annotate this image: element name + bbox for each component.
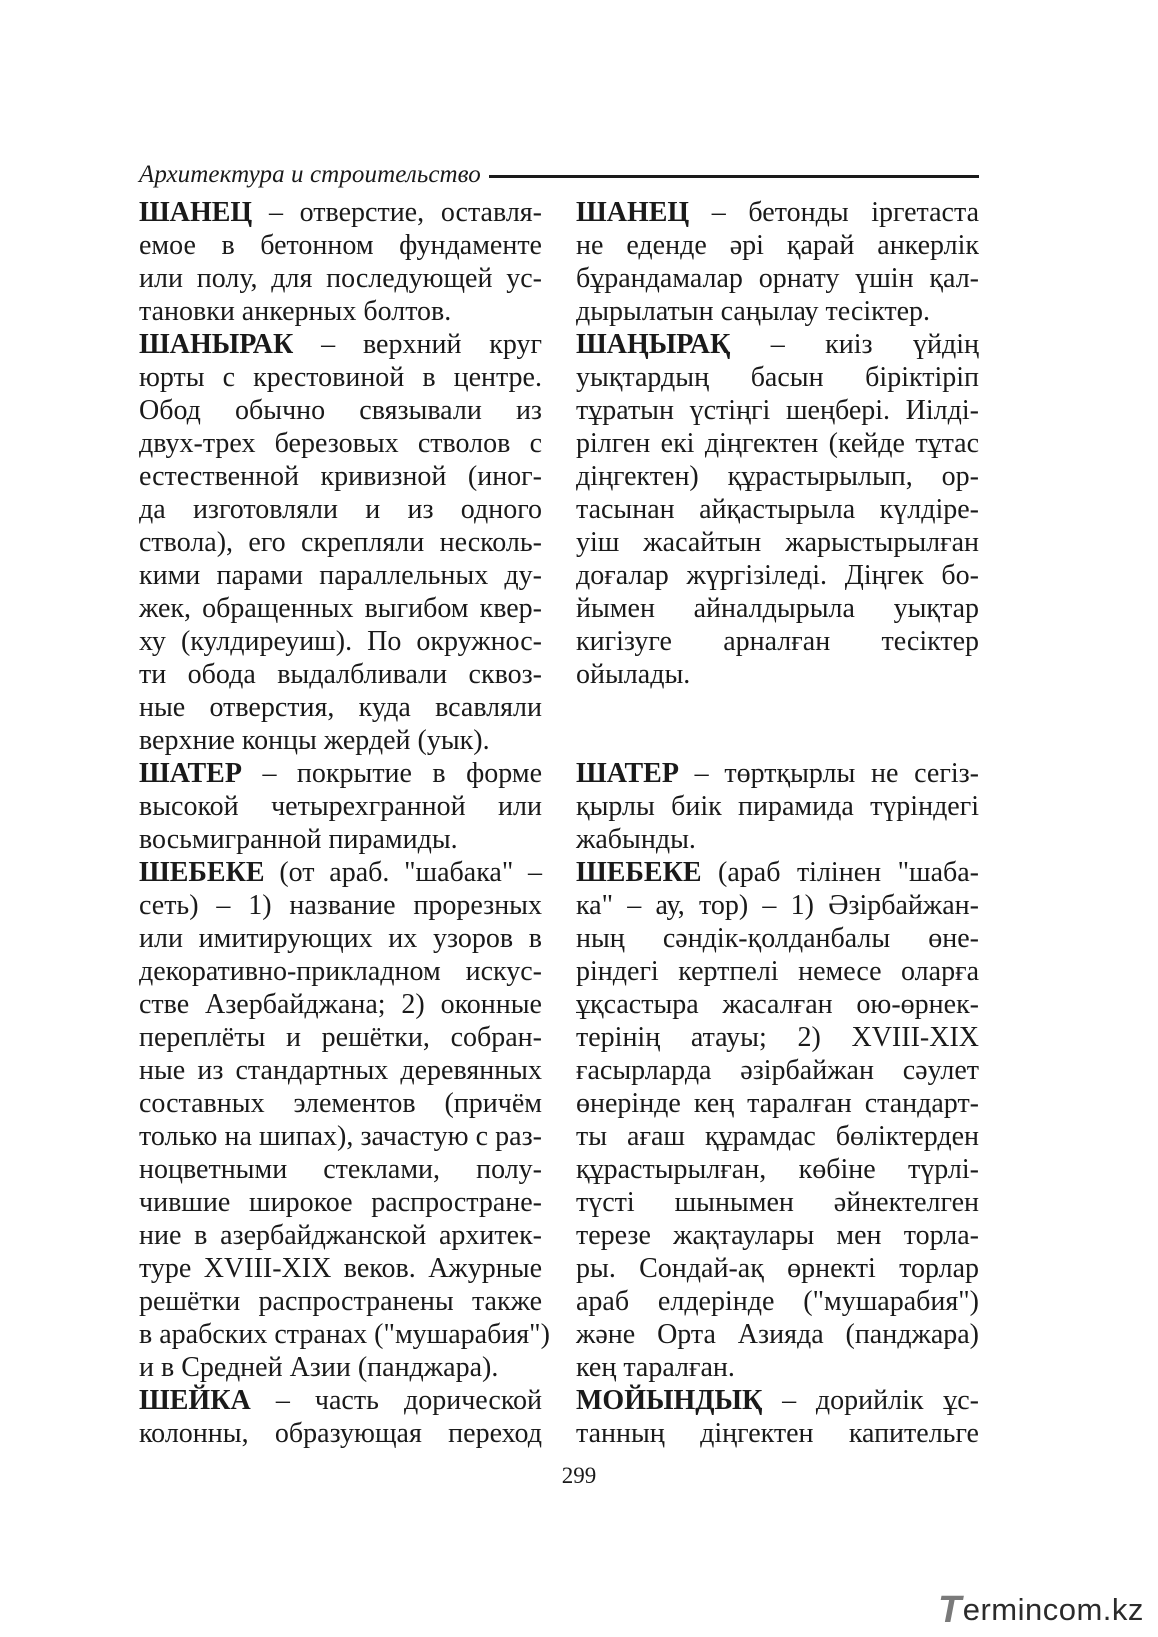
entry-text: верхние концы жердей (уык). [139, 725, 490, 756]
entry-line [139, 988, 542, 1021]
entry-line [576, 1252, 979, 1285]
entry-text: тановки анкерных болтов. [139, 296, 452, 327]
entry-text: терінің атауы; 2) XVIII-XIX [576, 1022, 979, 1053]
entry-first-line [139, 757, 542, 790]
entry-text: юрты с крестовиной в центре. [139, 362, 542, 393]
entry-text: йымен айналдырыла уықтар [576, 593, 979, 624]
entry-text: ка" – ау, тор) – 1) Әзірбайжан- [576, 890, 979, 921]
entry-first-line [139, 196, 542, 229]
entry-text: переплёты и решётки, собран- [139, 1022, 542, 1053]
entry-text: жек, обращенных выгибом квер- [139, 593, 542, 624]
entry-first-line [576, 328, 979, 361]
entry-line [139, 922, 542, 955]
entry-text: – покрытие в форме [241, 758, 542, 789]
entry-line [139, 361, 542, 394]
entry-line [576, 1153, 979, 1186]
entry-line [576, 262, 979, 295]
entry-text: ры. Сондай-ақ өрнекті торлар [576, 1253, 979, 1284]
entry-text: құрастырылған, көбіне түрлі- [576, 1154, 979, 1185]
entry-text: чившие широкое распростране- [139, 1187, 542, 1218]
entry-text: және Орта Азияда (панджара) [576, 1319, 979, 1350]
entry-line [576, 559, 979, 592]
entry-text: не еденде әрі қарай анкерлік [576, 230, 979, 261]
entry-line [139, 427, 542, 460]
entry-text: ты ағаш құрамдас бөліктерден [576, 1121, 979, 1152]
entry-text: рілген екі діңгектен (кейде тұтас [576, 428, 979, 459]
entry-text: кигізуге арналған тесіктер [576, 626, 979, 657]
entry-line [576, 790, 979, 823]
entry-text: – киіз үйдің [730, 329, 979, 360]
entry-text: діңгектен) құрастырылып, ор- [576, 461, 979, 492]
entry-text: сеть) – 1) название прорезных [139, 890, 542, 921]
entry-line [576, 1054, 979, 1087]
entry-text: ние в азербайджанской архитек- [139, 1220, 542, 1251]
entry-text: ойылады. [576, 659, 691, 690]
entry-line [139, 1417, 542, 1450]
entry-text: – бетонды іргетаста [689, 197, 979, 228]
entry-line [576, 394, 979, 427]
entry-text: ные отверстия, куда всавляли [139, 692, 542, 723]
entry-text: ріндегі кертпелі немесе оларға [576, 956, 979, 987]
entry-text: – төртқырлы не сегіз- [678, 758, 979, 789]
entry-first-line [576, 1384, 979, 1417]
entry-line [576, 955, 979, 988]
watermark-logo [938, 1589, 1144, 1631]
entry-line [139, 889, 542, 922]
entry-text: ұқсастыра жасалған ою-өрнек- [576, 989, 979, 1020]
entry-line [139, 1186, 542, 1219]
entry-term: ШАТЕР [576, 758, 679, 789]
entry-line [139, 1087, 542, 1120]
kazakh-column [576, 196, 979, 1450]
entry-line [576, 493, 979, 526]
entry-line [576, 1318, 979, 1351]
entry-line [576, 1351, 979, 1384]
entry-text: естественной кривизной (иног- [139, 461, 542, 492]
entry-text: только на шипах), зачастую с раз- [139, 1121, 542, 1152]
entry-text: ти обода выдалбливали сквоз- [139, 659, 542, 690]
entry-line [576, 823, 979, 856]
entry-text: да изготовляли и из одного [139, 494, 542, 525]
entry-line [139, 1351, 542, 1384]
entry-line [139, 724, 542, 757]
entry-text: колонны, образующая переход [139, 1418, 542, 1449]
entry-line [139, 823, 542, 856]
column-gap [576, 691, 979, 757]
entry-line [139, 559, 542, 592]
entry-term: ШАНЫРАК [139, 329, 294, 360]
section-title: Архитектура и строительство [139, 161, 481, 188]
entry-text: доғалар жүргізіледі. Діңгек бо- [576, 560, 979, 591]
entry-text: ның сәндік-қолданбалы өне- [576, 923, 979, 954]
entry-line [139, 691, 542, 724]
entry-line [139, 658, 542, 691]
entry-text: решётки распространены также [139, 1286, 542, 1317]
page-number: 299 [561, 1463, 597, 1488]
entry-text: түсті шынымен әйнектелген [576, 1187, 979, 1218]
entry-text: тасынан айқастырыла күлдіре- [576, 494, 979, 525]
entry-first-line [576, 757, 979, 790]
entry-line [576, 592, 979, 625]
entry-first-line [139, 328, 542, 361]
entry-line [139, 625, 542, 658]
entry-text: – верхний круг [293, 329, 542, 360]
entry-line [576, 1417, 979, 1450]
entry-first-line [576, 856, 979, 889]
watermark-initial: T [938, 1589, 962, 1631]
entry-first-line [139, 1384, 542, 1417]
entry-text: ху (кулдиреуиш). По окружнос- [139, 626, 542, 657]
entry-text: двух-трех березовых стволов с [139, 428, 542, 459]
entry-line [139, 229, 542, 262]
entry-term: ШАНЕЦ [139, 197, 253, 228]
entry-text: или имитирующих их узоров в [139, 923, 542, 954]
entry-line [576, 988, 979, 1021]
entry-text: жабынды. [576, 824, 696, 855]
entry-line [139, 1054, 542, 1087]
entry-line [139, 493, 542, 526]
entry-text: (от араб. "шабака" – [264, 857, 542, 888]
entry-term: МОЙЫНДЫҚ [576, 1385, 763, 1416]
entry-text: қырлы биік пирамида түріндегі [576, 791, 979, 822]
entry-text: емое в бетонном фундаменте [139, 230, 542, 261]
entry-text: высокой четырехгранной или [139, 791, 542, 822]
entry-text: или полу, для последующей ус- [139, 263, 542, 294]
entry-line [139, 295, 542, 328]
entry-text: составных элементов (причём [139, 1088, 542, 1119]
entry-line [576, 1186, 979, 1219]
entry-text: өнерінде кең таралған стандарт- [576, 1088, 979, 1119]
entry-first-line [139, 856, 542, 889]
entry-term: ШЕБЕКЕ [576, 857, 702, 888]
entry-line [139, 526, 542, 559]
entry-term: ШЕБЕКЕ [139, 857, 265, 888]
entry-line [139, 790, 542, 823]
entry-text: в арабских странах ("мушарабия") [139, 1319, 550, 1350]
entry-term: ШАТЕР [139, 758, 242, 789]
entry-text: бұрандамалар орнату үшін қал- [576, 263, 979, 294]
entry-line [139, 394, 542, 427]
entry-term: ШЕЙКА [139, 1385, 251, 1416]
entry-line [139, 1120, 542, 1153]
entry-line [576, 1219, 979, 1252]
entry-line [139, 460, 542, 493]
entry-line [576, 625, 979, 658]
entry-text: ноцветными стеклами, полу- [139, 1154, 542, 1185]
entry-line [576, 922, 979, 955]
entry-text: (араб тілінен "шаба- [701, 857, 979, 888]
entry-line [576, 889, 979, 922]
entry-text: араб елдерінде ("мушарабия") [576, 1286, 979, 1317]
entry-line [576, 1087, 979, 1120]
entry-text: кең таралған. [576, 1352, 735, 1383]
entry-line [576, 1021, 979, 1054]
entry-text: уықтардың басын біріктіріп [576, 362, 979, 393]
entry-text: ные из стандартных деревянных [139, 1055, 542, 1086]
entry-line [139, 1318, 550, 1351]
entry-text: ғасырларда әзірбайжан сәулет [576, 1055, 979, 1086]
entry-line [139, 1285, 542, 1318]
russian-column [139, 196, 550, 1450]
entry-line [576, 361, 979, 394]
entry-line [576, 1120, 979, 1153]
entry-term: ШАНЕЦ [576, 197, 690, 228]
entry-text: танның діңгектен капительге [576, 1418, 979, 1449]
entry-text: – дорийлік ұс- [762, 1385, 979, 1416]
entry-line [576, 526, 979, 559]
entry-term: ШАҢЫРАҚ [576, 329, 731, 360]
entry-line [139, 1021, 542, 1054]
entry-line [576, 229, 979, 262]
entry-line [139, 592, 542, 625]
entry-text: – часть дорической [250, 1385, 542, 1416]
watermark-text: ermincom.kz [962, 1592, 1144, 1627]
entry-text: кими парами параллельных ду- [139, 560, 542, 591]
entry-text: тұратын үстіңгі шеңбері. Иілді- [576, 395, 979, 426]
entry-text: ствола), его скрепляли несколь- [139, 527, 542, 558]
entry-text: терезе жақтаулары мен торла- [576, 1220, 979, 1251]
entry-line [576, 1285, 979, 1318]
entry-text: и в Средней Азии (панджара). [139, 1352, 499, 1383]
entry-text: туре XVIII-XIX веков. Ажурные [139, 1253, 542, 1284]
running-header [139, 160, 979, 190]
entry-line [576, 295, 979, 328]
entry-text: дырылатын саңылау тесіктер. [576, 296, 931, 327]
entry-text: стве Азербайджана; 2) оконные [139, 989, 542, 1020]
entry-text: восьмигранной пирамиды. [139, 824, 458, 855]
entry-line [139, 1219, 542, 1252]
entry-line [576, 427, 979, 460]
entry-text: декоративно-прикладном искус- [139, 956, 542, 987]
entry-line [576, 658, 979, 691]
entry-line [139, 1252, 542, 1285]
entry-line [139, 955, 542, 988]
entry-first-line [576, 196, 979, 229]
entry-text: Обод обычно связывали из [139, 395, 542, 426]
entry-text: – отверстие, оставля- [252, 197, 542, 228]
entry-line [576, 460, 979, 493]
entry-line [139, 262, 542, 295]
entry-line [139, 1153, 542, 1186]
header-rule [489, 175, 979, 178]
entry-text: уіш жасайтын жарыстырылған [576, 527, 979, 558]
